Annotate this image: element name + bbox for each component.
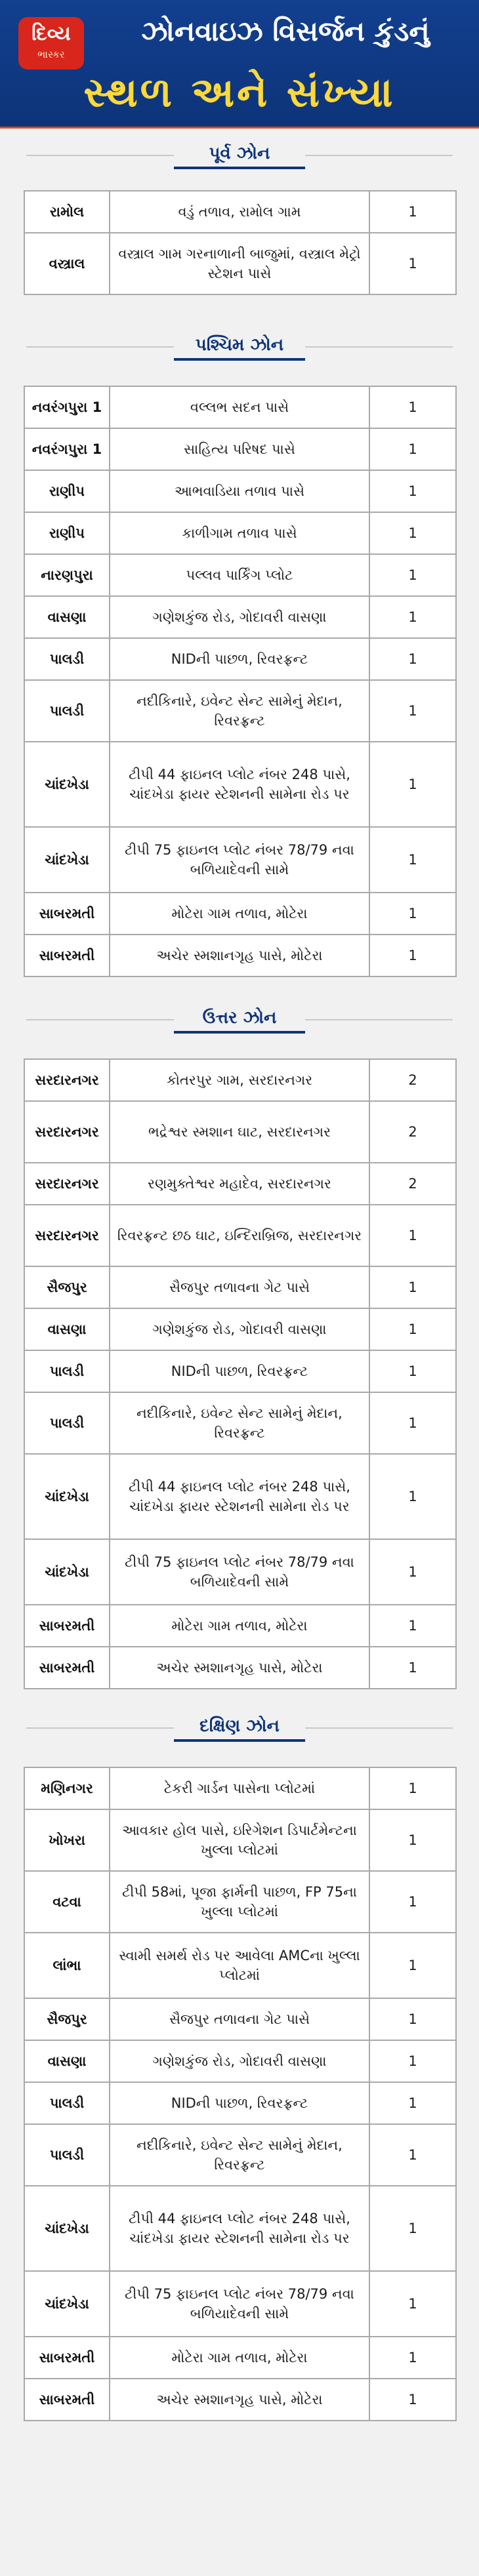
place-cell: પલ્લવ પાર્કિંગ પ્લોટ [110,554,369,596]
zone-table-south [24,1767,457,2421]
table-row [24,827,456,893]
place-cell: NIDની પાછળ, રિવરફ્રન્ટ [110,1350,369,1392]
table-row [24,233,456,294]
place-cell: મોટેરા ગામ તળાવ, મોટેરા [110,2337,369,2379]
count-cell: 1 [369,1539,456,1605]
divya-bhaskar-logo [18,17,84,70]
place-cell: ગણેશકુંજ રોડ, ગોદાવરી વાસણા [110,2040,369,2082]
count-cell: 1 [369,1809,456,1871]
zone-title-west: પશ્ચિમ ઝોન [174,331,305,361]
place-cell: અચેર સ્મશાનગૃહ પાસે, મોટેરા [110,2379,369,2421]
table-row [24,2337,456,2379]
place-cell: ટીપી 75 ફાઇનલ પ્લોટ નંબર 78/79 નવા બળિયાદેવની સામે [110,1539,369,1605]
place-cell: NIDની પાછળ, રિવરફ્રન્ટ [110,638,369,680]
table-row [24,1350,456,1392]
table-row [24,1205,456,1266]
area-cell: નવરંગપુરા 1 [24,386,110,428]
area-cell: સાબરમતી [24,1605,110,1647]
table-row [24,512,456,554]
table-row [24,1392,456,1454]
place-cell: ભદ્રેશ્વર સ્મશાન ઘાટ, સરદારનગર [110,1101,369,1163]
count-cell: 1 [369,742,456,827]
count-cell: 1 [369,2124,456,2186]
place-cell: નદીકિનારે, ઇવેન્ટ સેન્ટ સામેનું મેદાન, રિવરફ્રન્ટ [110,680,369,742]
area-cell: પાલડી [24,2082,110,2124]
area-cell: નારણપુરા [24,554,110,596]
count-cell: 1 [369,680,456,742]
area-cell: ચાંદખેડા [24,2271,110,2337]
area-cell: સાબરમતી [24,2379,110,2421]
place-cell: ટીપી 44 ફાઇનલ પ્લોટ નંબર 248 પાસે, ચાંદખેડા ફાયર સ્ટેશનની સામેના રોડ પર [110,742,369,827]
place-cell: નદીકિનારે, ઇવેન્ટ સેન્ટ સામેનું મેદાન, રિવરફ્રન્ટ [110,2124,369,2186]
area-cell: ચાંદખેડા [24,827,110,893]
place-cell: NIDની પાછળ, રિવરફ્રન્ટ [110,2082,369,2124]
zone-table-west [24,386,457,977]
table-row [24,1539,456,1605]
table-row [24,596,456,638]
table-row [24,191,456,233]
table-row [24,1059,456,1101]
count-cell: 1 [369,1605,456,1647]
header-banner [0,0,479,129]
count-cell: 1 [369,554,456,596]
area-cell: પાલડી [24,638,110,680]
table-row [24,893,456,935]
place-cell: રિવરફ્રન્ટ છઠ ઘાટ, ઇન્દિરાબ્રિજ, સરદારનગર [110,1205,369,1266]
area-cell: સરદારનગર [24,1101,110,1163]
table-row [24,428,456,470]
place-cell: ગણેશકુંજ રોડ, ગોદાવરી વાસણા [110,596,369,638]
area-cell: વાસણા [24,2040,110,2082]
place-cell: કોતરપુર ગામ, સરદારનગર [110,1059,369,1101]
area-cell: સાબરમતી [24,935,110,976]
count-cell: 1 [369,1266,456,1308]
count-cell: 1 [369,1205,456,1266]
count-cell: 1 [369,1454,456,1539]
place-cell: મોટેરા ગામ તળાવ, મોટેરા [110,1605,369,1647]
place-cell: સાહિત્ય પરિષદ પાસે [110,428,369,470]
place-cell: આભવાડિયા તળાવ પાસે [110,470,369,512]
area-cell: સૈજપુર [24,1998,110,2040]
count-cell: 1 [369,638,456,680]
count-cell: 1 [369,512,456,554]
table-row [24,1647,456,1689]
table-row [24,742,456,827]
count-cell: 1 [369,2337,456,2379]
count-cell: 1 [369,470,456,512]
area-cell: સરદારનગર [24,1059,110,1101]
place-cell: સૈજપુર તળાવના ગેટ પાસે [110,1998,369,2040]
place-cell: આવકાર હોલ પાસે, ઇરિગેશન ડિપાર્ટમેન્ટના ખુલ્લા પ્લોટમાં [110,1809,369,1871]
count-cell: 1 [369,1767,456,1809]
area-cell: ચાંદખેડા [24,1539,110,1605]
zone-title-north: ઉત્તર ઝોન [174,1003,305,1034]
count-cell: 1 [369,1647,456,1689]
count-cell: 1 [369,827,456,893]
page-title: ઝોનવાઇઝ વિસર્જન કુંડનું [141,15,430,47]
logo-line-1: દિવ્ય [31,22,71,45]
table-row [24,1454,456,1539]
area-cell: મણિનગર [24,1767,110,1809]
table-row [24,638,456,680]
place-cell: ટીપી 75 ફાઇનલ પ્લોટ નંબર 78/79 નવા બળિયાદેવની સામે [110,2271,369,2337]
count-cell: 1 [369,2040,456,2082]
area-cell: વસ્ત્રાલ [24,233,110,294]
area-cell: નવરંગપુરા 1 [24,428,110,470]
place-cell: અચેર સ્મશાનગૃહ પાસે, મોટેરા [110,935,369,976]
count-cell: 1 [369,2186,456,2271]
area-cell: રામોલ [24,191,110,233]
count-cell: 1 [369,1308,456,1350]
area-cell: ચાંદખેડા [24,1454,110,1539]
count-cell: 2 [369,1163,456,1205]
table-row [24,1308,456,1350]
table-row [24,1871,456,1933]
count-cell: 2 [369,1101,456,1163]
place-cell: ટીપી 44 ફાઇનલ પ્લોટ નંબર 248 પાસે, ચાંદખેડા ફાયર સ્ટેશનની સામેના રોડ પર [110,2186,369,2271]
place-cell: સ્વામી સમર્થ રોડ પર આવેલા AMCના ખુલ્લા પ્લોટમાં [110,1933,369,1998]
table-row [24,1933,456,1998]
place-cell: ટીપી 75 ફાઇનલ પ્લોટ નંબર 78/79 નવા બળિયાદેવની સામે [110,827,369,893]
count-cell: 1 [369,893,456,935]
place-cell: કાળીગામ તળાવ પાસે [110,512,369,554]
count-cell: 1 [369,2271,456,2337]
table-row [24,2082,456,2124]
area-cell: પાલડી [24,680,110,742]
area-cell: ચાંદખેડા [24,2186,110,2271]
count-cell: 1 [369,1392,456,1454]
table-row [24,1809,456,1871]
place-cell: ટેકરી ગાર્ડન પાસેના પ્લોટમાં [110,1767,369,1809]
table-row [24,386,456,428]
area-cell: સૈજપુર [24,1266,110,1308]
area-cell: લાંભા [24,1933,110,1998]
place-cell: અચેર સ્મશાનગૃહ પાસે, મોટેરા [110,1647,369,1689]
table-row [24,554,456,596]
zone-title-east: પૂર્વ ઝોન [174,139,305,169]
area-cell: સરદારનગર [24,1205,110,1266]
place-cell: વસ્ત્રાલ ગામ ગરનાળાની બાજુમાં, વસ્ત્રાલ મેટ્રો સ્ટેશન પાસે [110,233,369,294]
area-cell: પાલડી [24,1392,110,1454]
table-row [24,1998,456,2040]
table-row [24,2271,456,2337]
count-cell: 1 [369,1933,456,1998]
area-cell: વટવા [24,1871,110,1933]
area-cell: ચાંદખેડા [24,742,110,827]
count-cell: 1 [369,1871,456,1933]
count-cell: 1 [369,1350,456,1392]
place-cell: વડું તળાવ, રામોલ ગામ [110,191,369,233]
zone-table-east [24,190,457,295]
count-cell: 1 [369,2379,456,2421]
area-cell: પાલડી [24,1350,110,1392]
place-cell: નદીકિનારે, ઇવેન્ટ સેન્ટ સામેનું મેદાન, રિવરફ્રન્ટ [110,1392,369,1454]
place-cell: રણમુક્તેશ્વર મહાદેવ, સરદારનગર [110,1163,369,1205]
table-row [24,935,456,976]
area-cell: રાણીપ [24,512,110,554]
count-cell: 1 [369,386,456,428]
count-cell: 1 [369,428,456,470]
table-row [24,1605,456,1647]
count-cell: 1 [369,596,456,638]
zone-title-south: દક્ષિણ ઝોન [174,1712,305,1742]
table-row [24,1163,456,1205]
count-cell: 1 [369,2082,456,2124]
table-row [24,1101,456,1163]
place-cell: ગણેશકુંજ રોડ, ગોદાવરી વાસણા [110,1308,369,1350]
table-row [24,1266,456,1308]
place-cell: સૈજપુર તળાવના ગેટ પાસે [110,1266,369,1308]
zone-table-north [24,1058,457,1689]
count-cell: 1 [369,935,456,976]
place-cell: ટીપી 44 ફાઇનલ પ્લોટ નંબર 248 પાસે, ચાંદખેડા ફાયર સ્ટેશનની સામેના રોડ પર [110,1454,369,1539]
table-row [24,2040,456,2082]
table-row [24,1767,456,1809]
count-cell: 1 [369,191,456,233]
place-cell: વલ્લભ સદન પાસે [110,386,369,428]
place-cell: મોટેરા ગામ તળાવ, મોટેરા [110,893,369,935]
area-cell: પાલડી [24,2124,110,2186]
area-cell: સાબરમતી [24,2337,110,2379]
table-row [24,680,456,742]
table-row [24,2186,456,2271]
count-cell: 1 [369,233,456,294]
page-subtitle: સ્થળ અને સંખ્યા [83,68,396,116]
table-row [24,2124,456,2186]
logo-line-2: ભાસ્કર [37,49,65,60]
area-cell: સાબરમતી [24,1647,110,1689]
count-cell: 2 [369,1059,456,1101]
count-cell: 1 [369,1998,456,2040]
area-cell: વાસણા [24,596,110,638]
area-cell: વાસણા [24,1308,110,1350]
area-cell: સરદારનગર [24,1163,110,1205]
table-row [24,2379,456,2421]
table-row [24,470,456,512]
area-cell: સાબરમતી [24,893,110,935]
area-cell: રાણીપ [24,470,110,512]
area-cell: ખોખરા [24,1809,110,1871]
place-cell: ટીપી 58માં, પૂજા ફાર્મની પાછળ, FP 75ના ખુલ્લા પ્લોટમાં [110,1871,369,1933]
